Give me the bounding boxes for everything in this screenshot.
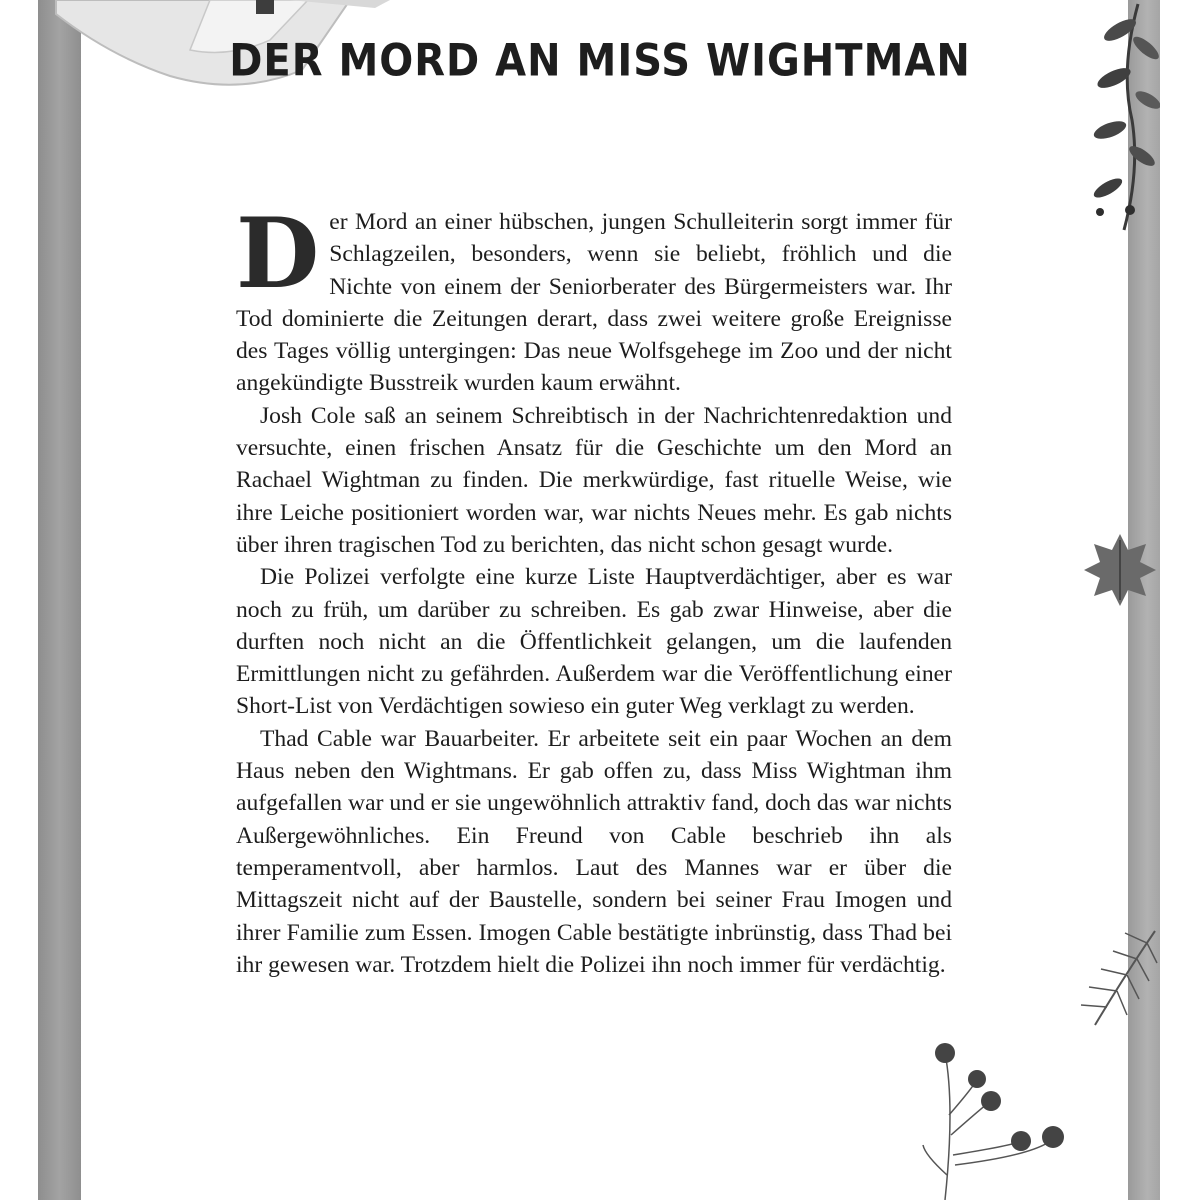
page-border-left xyxy=(38,0,81,1200)
pine-branch-icon xyxy=(1075,925,1160,1035)
berry-sprig-icon xyxy=(915,1035,1075,1200)
drop-cap: D xyxy=(236,197,320,310)
paragraph: Josh Cole saß an seinem Schreibtisch in der Nachrichtenredaktion und versuchte, einen frischen Ansatz für die Geschichte um den Mord an Rachael Wightman zu finden. Die merkwürdige, fast rituelle Weise, wie ihre Leiche positioniert worden war, war nichts Neues mehr. Es gab nichts über ihren tragischen Tod zu berichten, das nicht schon gesagt wurde. xyxy=(236,402,952,558)
chapter-body xyxy=(236,197,952,981)
holly-leaf-icon xyxy=(1080,530,1160,610)
paragraph: Die Polizei verfolgte eine kurze Liste Hauptverdächtiger, aber es war noch zu früh, um darüber zu schreiben. Es gab zwar Hinweise, aber die durften noch nicht an die Öffentlichkeit gelangen, um die laufenden Ermittlungen nicht zu gefährden. Außerdem war die Veröffentlichung einer Short-List von Verdächtigen sowieso ein guter Weg verklagt zu werden. xyxy=(236,564,952,720)
chapter-title: DER MORD AN MISS WIGHTMAN xyxy=(229,35,971,87)
paragraph xyxy=(236,197,952,400)
paragraph: Thad Cable war Bauarbeiter. Er arbeitete seit ein paar Wochen an dem Haus neben den Wightmans. Er gab offen zu, dass Miss Wightman ihm aufgefallen war und er sie ungewöhnlich attraktiv fand, doch das war nichts Außergewöhnliches. Ein Freund von Cable beschrieb ihn als temperamentvoll, aber harmlos. Laut des Mannes war er über die Mittagszeit nicht auf der Baustelle, sondern bei seiner Frau Imogen und ihrer Familie zum Essen. Imogen Cable bestätigte inbrünstig, dass Thad bei ihr gewesen war. Trotzdem hielt die Polizei ihn noch immer für verdächtig. xyxy=(236,725,952,978)
paragraph-text: er Mord an einer hübschen, jungen Schulleiterin sorgt immer für Schlagzeilen, besonders, wenn sie beliebt, fröhlich und die Nichte von einem der Seniorberater des Bürgermeisters war. Ihr Tod dominierte die Zeitungen derart, dass zwei weitere große Ereignisse des Tages völlig untergingen: Das neue Wolfsgehege im Zoo und der nicht angekündigte Busstreik wurden kaum erwähnt. xyxy=(236,209,952,397)
